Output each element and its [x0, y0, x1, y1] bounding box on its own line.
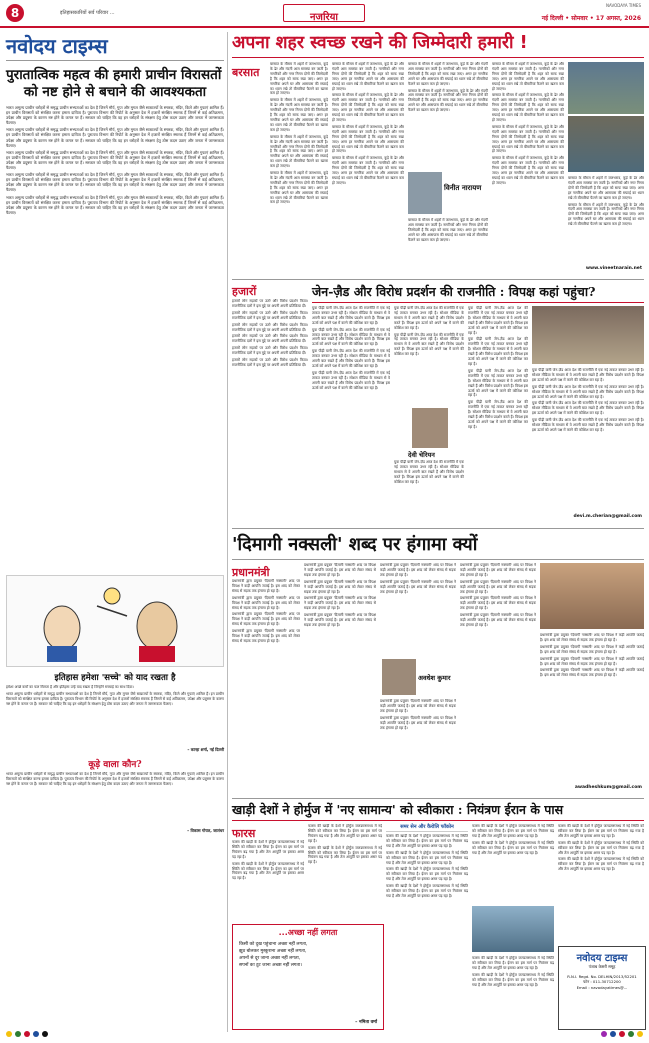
gulf-para-10: फारस की खाड़ी के देशों ने होर्मुज जलडमरूमध्य में नई स्थिति को स्वीकार कर लिया है। ईरान का इस मार्ग पर नियंत्रण बढ़ गया है और तेल आपूर्ति पर इसका असर पड़ रहा है।	[472, 840, 554, 855]
dot	[601, 1031, 607, 1037]
dot	[24, 1031, 30, 1037]
naxali-section	[232, 533, 644, 795]
dot	[637, 1031, 643, 1037]
editorial-col-2	[332, 62, 404, 274]
genz-col-2	[394, 306, 464, 406]
editorial-para-2: बरसात के मौसम में शहरों में जलभराव, कूड़े के ढेर और गंदगी आम समस्या बन जाती है। नागरिकों और नगर निगम दोनों की जिम्मेदारी है कि शहर को साफ रखा जाए। अगर हर नागरिक अपने घर और आसपास की सफाई का ध्यान रखे तो बीमारियां फैलने का खतरा कम हो जाएगा।	[270, 98, 328, 132]
naxali-para-16: प्रधानमंत्री द्वारा प्रयुक्त 'दिमागी नक्सली' शब्द पर विपक्ष ने कड़ी आपत्ति जताई है। इस शब्द को लेकर संसद से सड़क तक हंगामा हो रहा है।	[460, 613, 536, 627]
imprint-reg: R.N.I. Regd. No. DELHIN/2013/52201	[567, 974, 637, 979]
imprint-publisher: पंजाब केसरी समूह	[588, 964, 616, 969]
poem-title: ...अच्छा नहीं लगता	[278, 928, 338, 937]
editorial-para-12: बरसात के मौसम में शहरों में जलभराव, कूड़े के ढेर और गंदगी आम समस्या बन जाती है। नागरिकों और नगर निगम दोनों की जिम्मेदारी है कि शहर को साफ रखा जाए। अगर हर नागरिक अपने घर और आसपास की सफाई का ध्यान रखे तो बीमारियां फैलने का खतरा कम हो जाएगा।	[492, 62, 564, 91]
page-header	[0, 0, 649, 30]
hazaron-section	[232, 284, 308, 524]
naxali-col-2	[304, 563, 376, 793]
section-title: नजरिया	[309, 12, 339, 23]
editorial-kicker: बरसात	[232, 66, 260, 79]
page-number: 8	[10, 6, 20, 20]
left-byline-2: – विकास गोयल, जालंधर	[187, 828, 224, 833]
editorial-para-17: बरसात के मौसम में शहरों में जलभराव, कूड़े के ढेर और गंदगी आम समस्या बन जाती है। नागरिकों और नगर निगम दोनों की जिम्मेदारी है कि शहर को साफ रखा जाए। अगर हर नागरिक अपने घर और आसपास की सफाई का ध्यान रखे तो बीमारियां फैलने का खतरा कम हो जाएगा।	[568, 202, 644, 227]
brand-logo	[6, 32, 224, 61]
left-sub-head-2: कूड़े वाला कौन?	[88, 760, 142, 770]
hazaron-para-1: हजारों लोग सड़कों पर उतरे और विरोध प्रदर्शन किया। राजनीतिक दलों ने इस मुद्दे पर अपनी अपनी प्रतिक्रिया दी।	[232, 299, 308, 308]
naxali-email[interactable]: awadheshkum@gmail.com	[574, 785, 642, 790]
naxali-para-12: प्रधानमंत्री द्वारा प्रयुक्त 'दिमागी नक्सली' शब्द पर विपक्ष ने कड़ी आपत्ति जताई है। इस शब्द को लेकर संसद से सड़क तक हंगामा हो रहा है।	[380, 715, 456, 730]
gulf-photo	[472, 906, 554, 952]
naxali-para-13: प्रधानमंत्री द्वारा प्रयुक्त 'दिमागी नक्सली' शब्द पर विपक्ष ने कड़ी आपत्ति जताई है। इस शब्द को लेकर संसद से सड़क तक हंगामा हो रहा है।	[460, 563, 536, 577]
naxali-para-15: प्रधानमंत्री द्वारा प्रयुक्त 'दिमागी नक्सली' शब्द पर विपक्ष ने कड़ी आपत्ति जताई है। इस शब्द को लेकर संसद से सड़क तक हंगामा हो रहा है।	[460, 596, 536, 611]
naxali-para-20: प्रधानमंत्री द्वारा प्रयुक्त 'दिमागी नक्सली' शब्द पर विपक्ष ने कड़ी आपत्ति जताई है। इस शब्द को लेकर संसद से सड़क तक हंगामा हो रहा है।	[540, 668, 644, 678]
poem-box	[232, 924, 384, 1030]
gulf-col-2	[308, 824, 382, 920]
print-registration-dots-right	[601, 1031, 643, 1039]
editorial-author: विनीत नारायण	[444, 184, 482, 192]
genz-para-5: युवा पीढ़ी यानी जेन-ज़ैड आज देश की राजनीति में एक नई ताकत बनकर उभर रही है। सोशल मीडिया के माध्यम से वे अपनी बात रखते हैं और विरोध प्रदर्शन करते हैं। विपक्ष इस ऊर्जा को अपने पक्ष में करने की कोशिश कर रहा है।	[394, 306, 464, 330]
gulf-para-8: फारस की खाड़ी के देशों ने होर्मुज जलडमरूमध्य में नई स्थिति को स्वीकार कर लिया है। ईरान का इस मार्ग पर नियंत्रण बढ़ गया है और तेल आपूर्ति पर इसका असर पड़ रहा है।	[386, 884, 468, 898]
left-byline-1: – कान्हा शर्मा, नई दिल्ली	[187, 747, 224, 752]
editorial-para-4: बरसात के मौसम में शहरों में जलभराव, कूड़े के ढेर और गंदगी आम समस्या बन जाती है। नागरिकों और नगर निगम दोनों की जिम्मेदारी है कि शहर को साफ रखा जाए। अगर हर नागरिक अपने घर और आसपास की सफाई का ध्यान रखे तो बीमारियां फैलने का खतरा कम हो जाएगा।	[270, 171, 328, 205]
gulf-col-5	[558, 824, 644, 942]
naxali-para-7: प्रधानमंत्री द्वारा प्रयुक्त 'दिमागी नक्सली' शब्द पर विपक्ष ने कड़ी आपत्ति जताई है। इस शब्द को लेकर संसद से सड़क तक हंगामा हो रहा है।	[304, 596, 376, 611]
genz-para-15: युवा पीढ़ी यानी जेन-ज़ैड आज देश की राजनीति में एक नई ताकत बनकर उभर रही है। सोशल मीडिया के माध्यम से वे अपनी बात रखते हैं और विरोध प्रदर्शन करते हैं। विपक्ष इस ऊर्जा को अपने पक्ष में करने की कोशिश कर रहा है।	[532, 418, 644, 432]
left-body-para-3: भारत अमूल्य प्राचीन धरोहरों से समृद्ध प्राचीन सभ्यताओं का देश है जिनमें मौर्य, गुप्त और मुगल जैसे साम्राज्यों के स्मारक, मंदिर, किले और गुफाएं शामिल हैं। इन प्राचीन विरासतों को संरक्षित करना हमारा दायित्व है। पुरातत्व विभाग की रिपोर्ट के अनुसार देश में हजारों संरक्षित स्मारक हैं जिनमें से कई अतिक्रमण, उपेक्षा और प्रदूषण के कारण नष्ट होने के कगार पर हैं। सरकार को चाहिए कि वह इन धरोहरों के संरक्षण हेतु ठोस कदम उठाए और जनता में जागरूकता फैलाए।	[6, 149, 224, 171]
editorial-photo-1	[568, 62, 644, 114]
left-body-para-2: भारत अमूल्य प्राचीन धरोहरों से समृद्ध प्राचीन सभ्यताओं का देश है जिनमें मौर्य, गुप्त और मुगल जैसे साम्राज्यों के स्मारक, मंदिर, किले और गुफाएं शामिल हैं। इन प्राचीन विरासतों को संरक्षित करना हमारा दायित्व है। पुरातत्व विभाग की रिपोर्ट के अनुसार देश में हजारों संरक्षित स्मारक हैं जिनमें से कई अतिक्रमण, उपेक्षा और प्रदूषण के कारण नष्ट होने के कगार पर हैं। सरकार को चाहिए कि वह इन धरोहरों के संरक्षण हेतु ठोस कदम उठाए और जनता में जागरूकता फैलाए।	[6, 127, 224, 148]
editorial-para-6: बरसात के मौसम में शहरों में जलभराव, कूड़े के ढेर और गंदगी आम समस्या बन जाती है। नागरिकों और नगर निगम दोनों की जिम्मेदारी है कि शहर को साफ रखा जाए। अगर हर नागरिक अपने घर और आसपास की सफाई का ध्यान रखे तो बीमारियां फैलने का खतरा कम हो जाएगा।	[332, 93, 404, 122]
editorial-para-15: बरसात के मौसम में शहरों में जलभराव, कूड़े के ढेर और गंदगी आम समस्या बन जाती है। नागरिकों और नगर निगम दोनों की जिम्मेदारी है कि शहर को साफ रखा जाए। अगर हर नागरिक अपने घर और आसपास की सफाई का ध्यान रखे तो बीमारियां फैलने का खतरा कम हो जाएगा।	[492, 156, 564, 185]
left-headline-2: को नष्ट होने से बचाने की आवश्यकता	[23, 84, 207, 100]
genz-col-4	[532, 368, 644, 512]
gulf-para-6: फारस की खाड़ी के देशों ने होर्मुज जलडमरूमध्य में नई स्थिति को स्वीकार कर लिया है। ईरान का इस मार्ग पर नियंत्रण बढ़ गया है और तेल आपूर्ति पर इसका असर पड़ रहा है।	[386, 850, 468, 865]
section-title-box	[283, 4, 365, 22]
genz-section	[312, 284, 644, 524]
genz-email[interactable]: devi.m.cherian@gmail.com	[573, 514, 642, 519]
editorial-para-9: बरसात के मौसम में शहरों में जलभराव, कूड़े के ढेर और गंदगी आम समस्या बन जाती है। नागरिकों और नगर निगम दोनों की जिम्मेदारी है कि शहर को साफ रखा जाए। अगर हर नागरिक अपने घर और आसपास की सफाई का ध्यान रखे तो बीमारियां फैलने का खतरा कम हो जाएगा।	[408, 62, 488, 86]
gulf-section	[232, 802, 644, 1032]
hazaron-para-4: हजारों लोग सड़कों पर उतरे और विरोध प्रदर्शन किया। राजनीतिक दलों ने इस मुद्दे पर अपनी अपनी प्रतिक्रिया दी।	[232, 334, 308, 344]
editorial-para-10: बरसात के मौसम में शहरों में जलभराव, कूड़े के ढेर और गंदगी आम समस्या बन जाती है। नागरिकों और नगर निगम दोनों की जिम्मेदारी है कि शहर को साफ रखा जाए। अगर हर नागरिक अपने घर और आसपास की सफाई का ध्यान रखे तो बीमारियां फैलने का खतरा कम हो जाएगा।	[408, 88, 488, 113]
genz-para-2: युवा पीढ़ी यानी जेन-ज़ैड आज देश की राजनीति में एक नई ताकत बनकर उभर रही है। सोशल मीडिया के माध्यम से वे अपनी बात रखते हैं और विरोध प्रदर्शन करते हैं। विपक्ष इस ऊर्जा को अपने पक्ष में करने की कोशिश कर रहा है।	[312, 327, 390, 347]
editorial-website[interactable]: www.vineetnarain.net	[585, 266, 642, 271]
gulf-headline: खाड़ी देशों ने होर्मुज में 'नए सामान्य' को स्वीकारा : नियंत्रण ईरान के पास	[232, 802, 644, 821]
gulf-col-4b	[472, 956, 554, 1028]
editorial-para-11: बरसात के मौसम में शहरों में जलभराव, कूड़े के ढेर और गंदगी आम समस्या बन जाती है। नागरिकों और नगर निगम दोनों की जिम्मेदारी है कि शहर को साफ रखा जाए। अगर हर नागरिक अपने घर और आसपास की सफाई का ध्यान रखे तो बीमारियां फैलने का खतरा कम हो जाएगा।	[408, 218, 488, 242]
poem-poet: – नमिता वर्मा	[355, 1020, 377, 1025]
dot	[628, 1031, 634, 1037]
page-number-badge	[6, 4, 24, 22]
naxali-photo	[540, 563, 644, 629]
genz-para-12: युवा पीढ़ी यानी जेन-ज़ैड आज देश की राजनीति में एक नई ताकत बनकर उभर रही है। सोशल मीडिया के माध्यम से वे अपनी बात रखते हैं और विरोध प्रदर्शन करते हैं। विपक्ष इस ऊर्जा को अपने पक्ष में करने की कोशिश कर रहा है।	[532, 368, 644, 382]
left-body-text	[6, 105, 224, 575]
naxali-col-3	[380, 563, 456, 657]
genz-para-1: युवा पीढ़ी यानी जेन-ज़ैड आज देश की राजनीति में एक नई ताकत बनकर उभर रही है। सोशल मीडिया के माध्यम से वे अपनी बात रखते हैं और विरोध प्रदर्शन करते हैं। विपक्ष इस ऊर्जा को अपने पक्ष में करने की कोशिश कर रहा है।	[312, 306, 390, 325]
gulf-para-15: फारस की खाड़ी के देशों ने होर्मुज जलडमरूमध्य में नई स्थिति को स्वीकार कर लिया है। ईरान का इस मार्ग पर नियंत्रण बढ़ गया है और तेल आपूर्ति पर इसका असर पड़ रहा है।	[558, 857, 644, 872]
gulf-col-3	[386, 834, 468, 1028]
gulf-para-9: फारस की खाड़ी के देशों ने होर्मुज जलडमरूमध्य में नई स्थिति को स्वीकार कर लिया है। ईरान का इस मार्ग पर नियंत्रण बढ़ गया है और तेल आपूर्ति पर इसका असर पड़ रहा है।	[472, 824, 554, 838]
editorial-col-3b	[408, 218, 488, 274]
dot	[6, 1031, 12, 1037]
genz-col-2b	[394, 460, 464, 522]
naxali-para-8: प्रधानमंत्री द्वारा प्रयुक्त 'दिमागी नक्सली' शब्द पर विपक्ष ने कड़ी आपत्ति जताई है। इस शब्द को लेकर संसद से सड़क तक हंगामा हो रहा है।	[304, 613, 376, 627]
editorial-section	[232, 32, 644, 277]
genz-author: देवी चेरियन	[408, 451, 435, 459]
dot	[619, 1031, 625, 1037]
poem-lines	[233, 938, 383, 972]
naxali-author-photo	[382, 659, 416, 695]
genz-para-8: युवा पीढ़ी यानी जेन-ज़ैड आज देश की राजनीति में एक नई ताकत बनकर उभर रही है। सोशल मीडिया के माध्यम से वे अपनी बात रखते हैं और विरोध प्रदर्शन करते हैं। विपक्ष इस ऊर्जा को अपने पक्ष में करने की कोशिश कर रहा है।	[468, 306, 528, 335]
author-photo	[408, 172, 442, 214]
naxali-para-1: प्रधानमंत्री द्वारा प्रयुक्त 'दिमागी नक्सली' शब्द पर विपक्ष ने कड़ी आपत्ति जताई है। इस शब्द को लेकर संसद से सड़क तक हंगामा हो रहा है।	[232, 579, 300, 593]
editorial-photo-2	[568, 116, 644, 172]
brand-name: नवोदय टाइम्स	[6, 34, 108, 58]
genz-para-13: युवा पीढ़ी यानी जेन-ज़ैड आज देश की राजनीति में एक नई ताकत बनकर उभर रही है। सोशल मीडिया के माध्यम से वे अपनी बात रखते हैं और विरोध प्रदर्शन करते हैं। विपक्ष इस ऊर्जा को अपने पक्ष में करने की कोशिश कर रहा है।	[532, 384, 644, 399]
genz-headline: जेन-ज़ैड और विरोध प्रदर्शन की राजनीति : विपक्ष कहां पहुंचा?	[312, 284, 644, 303]
poem-line-2: झूठ बोलकर मुस्कुराना अच्छा नहीं लगता,	[239, 949, 307, 954]
gulf-author: समर सेन और कैरोलि फॉकोन	[386, 824, 468, 832]
gulf-para-7: फारस की खाड़ी के देशों ने होर्मुज जलडमरूमध्य में नई स्थिति को स्वीकार कर लिया है। ईरान का इस मार्ग पर नियंत्रण बढ़ गया है और तेल आपूर्ति पर इसका असर पड़ रहा है।	[386, 867, 468, 882]
editorial-para-13: बरसात के मौसम में शहरों में जलभराव, कूड़े के ढेर और गंदगी आम समस्या बन जाती है। नागरिकों और नगर निगम दोनों की जिम्मेदारी है कि शहर को साफ रखा जाए। अगर हर नागरिक अपने घर और आसपास की सफाई का ध्यान रखे तो बीमारियां फैलने का खतरा कम हो जाएगा।	[492, 93, 564, 122]
hazaron-para-6: हजारों लोग सड़कों पर उतरे और विरोध प्रदर्शन किया। राजनीतिक दलों ने इस मुद्दे पर अपनी अपनी प्रतिक्रिया दी।	[232, 358, 308, 367]
gulf-para-12: फारस की खाड़ी के देशों ने होर्मुज जलडमरूमध्य में नई स्थिति को स्वीकार कर लिया है। ईरान का इस मार्ग पर नियंत्रण बढ़ गया है और तेल आपूर्ति पर इसका असर पड़ रहा है।	[472, 972, 554, 987]
imprint-box	[558, 946, 646, 1030]
left-sub-para: हमेशा अच्छे कर्मों का फल मिलता है और इतिहास उन्हें याद रखता है जिन्होंने सच्चाई का साथ दिया।	[6, 685, 134, 689]
naxali-col-1	[232, 579, 300, 793]
left-sub-body	[6, 685, 224, 747]
hazaron-para-2: हजारों लोग सड़कों पर उतरे और विरोध प्रदर्शन किया। राजनीतिक दलों ने इस मुद्दे पर अपनी अपनी प्रतिक्रिया दी।	[232, 310, 308, 320]
editorial-col-5	[568, 176, 644, 266]
cartoon-drawing	[7, 576, 223, 664]
gulf-para-13: फारस की खाड़ी के देशों ने होर्मुज जलडमरूमध्य में नई स्थिति को स्वीकार कर लिया है। ईरान का इस मार्ग पर नियंत्रण बढ़ गया है और तेल आपूर्ति पर इसका असर पड़ रहा है।	[558, 824, 644, 838]
naxali-kicker: प्रधानमंत्री	[232, 566, 270, 579]
genz-para-4: युवा पीढ़ी यानी जेन-ज़ैड आज देश की राजनीति में एक नई ताकत बनकर उभर रही है। सोशल मीडिया के माध्यम से वे अपनी बात रखते हैं और विरोध प्रदर्शन करते हैं। विपक्ष इस ऊर्जा को अपने पक्ष में करने की कोशिश कर रहा है।	[312, 370, 390, 390]
hazaron-body	[232, 299, 308, 521]
naxali-para-17: प्रधानमंत्री द्वारा प्रयुक्त 'दिमागी नक्सली' शब्द पर विपक्ष ने कड़ी आपत्ति जताई है। इस शब्द को लेकर संसद से सड़क तक हंगामा हो रहा है।	[540, 633, 644, 642]
genz-photo	[532, 306, 644, 364]
editorial-col-4	[492, 62, 564, 274]
imprint-email[interactable]: Email : navodayatimes@...	[576, 985, 628, 990]
genz-col-3	[468, 306, 528, 522]
genz-para-6: युवा पीढ़ी यानी जेन-ज़ैड आज देश की राजनीति में एक नई ताकत बनकर उभर रही है। सोशल मीडिया के माध्यम से वे अपनी बात रखते हैं और विरोध प्रदर्शन करते हैं। विपक्ष इस ऊर्जा को अपने पक्ष में करने की कोशिश कर रहा है।	[394, 332, 464, 357]
left-sub-head: इतिहास हमेशा 'सच्चे' को याद रखता है	[54, 673, 176, 683]
naxali-para-5: प्रधानमंत्री द्वारा प्रयुक्त 'दिमागी नक्सली' शब्द पर विपक्ष ने कड़ी आपत्ति जताई है। इस शब्द को लेकर संसद से सड़क तक हंगामा हो रहा है।	[304, 563, 376, 577]
left-sub-para-2: भारत अमूल्य प्राचीन धरोहरों से समृद्ध प्राचीन सभ्यताओं का देश है जिनमें मौर्य, गुप्त और मुगल जैसे साम्राज्यों के स्मारक, मंदिर, किले और गुफाएं शामिल हैं। इन प्राचीन विरासतों को संरक्षित करना हमारा दायित्व है। पुरातत्व विभाग की रिपोर्ट के अनुसार देश में हजारों संरक्षित स्मारक हैं जिनमें से कई अतिक्रमण, उपेक्षा और प्रदूषण के कारण नष्ट होने के कगार पर हैं। सरकार को चाहिए कि वह इन धरोहरों के संरक्षण हेतु ठोस कदम उठाए और जनता में जागरूकता फैलाए।	[6, 691, 224, 706]
genz-para-7: युवा पीढ़ी यानी जेन-ज़ैड आज देश की राजनीति में एक नई ताकत बनकर उभर रही है। सोशल मीडिया के माध्यम से वे अपनी बात रखते हैं और विरोध प्रदर्शन करते हैं। विपक्ष इस ऊर्जा को अपने पक्ष में करने की कोशिश कर रहा है।	[394, 460, 464, 484]
naxali-para-18: प्रधानमंत्री द्वारा प्रयुक्त 'दिमागी नक्सली' शब्द पर विपक्ष ने कड़ी आपत्ति जताई है। इस शब्द को लेकर संसद से सड़क तक हंगामा हो रहा है।	[540, 644, 644, 654]
print-registration-dots-left	[6, 1031, 48, 1039]
left-body-para-4: भारत अमूल्य प्राचीन धरोहरों से समृद्ध प्राचीन सभ्यताओं का देश है जिनमें मौर्य, गुप्त और मुगल जैसे साम्राज्यों के स्मारक, मंदिर, किले और गुफाएं शामिल हैं। इन प्राचीन विरासतों को संरक्षित करना हमारा दायित्व है। पुरातत्व विभाग की रिपोर्ट के अनुसार देश में हजारों संरक्षित स्मारक हैं जिनमें से कई अतिक्रमण, उपेक्षा और प्रदूषण के कारण नष्ट होने के कगार पर हैं। सरकार को चाहिए कि वह इन धरोहरों के संरक्षण हेतु ठोस कदम उठाए और जनता में जागरूकता फैलाए।	[6, 172, 224, 193]
naxali-headline: 'दिमागी नक्सली' शब्द पर हंगामा क्यों	[232, 533, 644, 560]
header-tagline: इतिहासकारियों सर्व परिवार ...	[60, 10, 115, 16]
gulf-para-14: फारस की खाड़ी के देशों ने होर्मुज जलडमरूमध्य में नई स्थिति को स्वीकार कर लिया है। ईरान का इस मार्ग पर नियंत्रण बढ़ गया है और तेल आपूर्ति पर इसका असर पड़ रहा है।	[558, 840, 644, 855]
editorial-para-14: बरसात के मौसम में शहरों में जलभराव, कूड़े के ढेर और गंदगी आम समस्या बन जाती है। नागरिकों और नगर निगम दोनों की जिम्मेदारी है कि शहर को साफ रखा जाए। अगर हर नागरिक अपने घर और आसपास की सफाई का ध्यान रखे तो बीमारियां फैलने का खतरा कम हो जाएगा।	[492, 124, 564, 154]
naxali-para-14: प्रधानमंत्री द्वारा प्रयुक्त 'दिमागी नक्सली' शब्द पर विपक्ष ने कड़ी आपत्ति जताई है। इस शब्द को लेकर संसद से सड़क तक हंगामा हो रहा है।	[460, 579, 536, 594]
genz-col-1	[312, 306, 390, 522]
naxali-author: अवधेश कुमार	[418, 674, 451, 682]
editorial-headline: अपना शहर स्वच्छ रखने की जिम्मेदारी हमारी !	[232, 32, 644, 58]
editorial-para-8: बरसात के मौसम में शहरों में जलभराव, कूड़े के ढेर और गंदगी आम समस्या बन जाती है। नागरिकों और नगर निगम दोनों की जिम्मेदारी है कि शहर को साफ रखा जाए। अगर हर नागरिक अपने घर और आसपास की सफाई का ध्यान रखे तो बीमारियां फैलने का खतरा कम हो जाएगा।	[332, 156, 404, 185]
naxali-para-19: प्रधानमंत्री द्वारा प्रयुक्त 'दिमागी नक्सली' शब्द पर विपक्ष ने कड़ी आपत्ति जताई है। इस शब्द को लेकर संसद से सड़क तक हंगामा हो रहा है।	[540, 656, 644, 666]
dot	[33, 1031, 39, 1037]
left-sub-para-3: भारत अमूल्य प्राचीन धरोहरों से समृद्ध प्राचीन सभ्यताओं का देश है जिनमें मौर्य, गुप्त और मुगल जैसे साम्राज्यों के स्मारक, मंदिर, किले और गुफाएं शामिल हैं। इन प्राचीन विरासतों को संरक्षित करना हमारा दायित्व है। पुरातत्व विभाग की रिपोर्ट के अनुसार देश में हजारों संरक्षित स्मारक हैं जिनमें से कई अतिक्रमण, उपेक्षा और प्रदूषण के कारण नष्ट होने के कगार पर हैं। सरकार को चाहिए कि वह इन धरोहरों के संरक्षण हेतु ठोस कदम उठाए और जनता में जागरूकता फैलाए।	[6, 772, 224, 786]
genz-para-9: युवा पीढ़ी यानी जेन-ज़ैड आज देश की राजनीति में एक नई ताकत बनकर उभर रही है। सोशल मीडिया के माध्यम से वे अपनी बात रखते हैं और विरोध प्रदर्शन करते हैं। विपक्ष इस ऊर्जा को अपने पक्ष में करने की कोशिश कर रहा है।	[468, 337, 528, 366]
dot	[15, 1031, 21, 1037]
genz-author-photo	[412, 408, 448, 448]
dot	[42, 1031, 48, 1037]
left-column	[6, 32, 224, 1032]
gulf-col-4	[472, 824, 554, 904]
left-headline-1: पुरातात्विक महत्व की हमारी प्राचीन विरासतों	[6, 67, 222, 83]
naxali-para-4: प्रधानमंत्री द्वारा प्रयुक्त 'दिमागी नक्सली' शब्द पर विपक्ष ने कड़ी आपत्ति जताई है। इस शब्द को लेकर संसद से सड़क तक हंगामा हो रहा है।	[232, 629, 300, 643]
gulf-para-5: फारस की खाड़ी के देशों ने होर्मुज जलडमरूमध्य में नई स्थिति को स्वीकार कर लिया है। ईरान का इस मार्ग पर नियंत्रण बढ़ गया है और तेल आपूर्ति पर इसका असर पड़ रहा है।	[386, 834, 468, 848]
imprint-phone: फोन : 011-30712200	[583, 979, 621, 984]
dateline: नई दिल्ली • सोमवार • 17 अगस्त, 2026	[541, 15, 641, 22]
gulf-kicker: फारस	[232, 827, 256, 840]
hazaron-para-3: हजारों लोग सड़कों पर उतरे और विरोध प्रदर्शन किया। राजनीतिक दलों ने इस मुद्दे पर अपनी अपनी प्रतिक्रिया दी।	[232, 322, 308, 332]
gulf-para-3: फारस की खाड़ी के देशों ने होर्मुज जलडमरूमध्य में नई स्थिति को स्वीकार कर लिया है। ईरान का इस मार्ग पर नियंत्रण बढ़ गया है और तेल आपूर्ति पर इसका असर पड़ रहा है।	[308, 824, 382, 843]
gulf-para-4: फारस की खाड़ी के देशों ने होर्मुज जलडमरूमध्य में नई स्थिति को स्वीकार कर लिया है। ईरान का इस मार्ग पर नियंत्रण बढ़ गया है और तेल आपूर्ति पर इसका असर पड़ रहा है।	[308, 845, 382, 865]
cartoon-illustration	[6, 575, 224, 667]
naxali-para-3: प्रधानमंत्री द्वारा प्रयुक्त 'दिमागी नक्सली' शब्द पर विपक्ष ने कड़ी आपत्ति जताई है। इस शब्द को लेकर संसद से सड़क तक हंगामा हो रहा है।	[232, 612, 300, 627]
naxali-col-3b	[380, 699, 456, 793]
naxali-para-10: प्रधानमंत्री द्वारा प्रयुक्त 'दिमागी नक्सली' शब्द पर विपक्ष ने कड़ी आपत्ति जताई है। इस शब्द को लेकर संसद से सड़क तक हंगामा हो रहा है।	[380, 579, 456, 594]
masthead-small: NAVODAYA TIMES	[605, 3, 641, 8]
left-body-para: भारत अमूल्य प्राचीन धरोहरों से समृद्ध प्राचीन सभ्यताओं का देश है जिनमें मौर्य, गुप्त और मुगल जैसे साम्राज्यों के स्मारक, मंदिर, किले और गुफाएं शामिल हैं। इन प्राचीन विरासतों को संरक्षित करना हमारा दायित्व है। पुरातत्व विभाग की रिपोर्ट के अनुसार देश में हजारों संरक्षित स्मारक हैं जिनमें से कई अतिक्रमण, उपेक्षा और प्रदूषण के कारण नष्ट होने के कगार पर हैं। सरकार को चाहिए कि वह इन धरोहरों के संरक्षण हेतु ठोस कदम उठाए और जनता में जागरूकता फैलाए।	[6, 105, 224, 126]
naxali-col-4	[460, 563, 536, 793]
genz-para-3: युवा पीढ़ी यानी जेन-ज़ैड आज देश की राजनीति में एक नई ताकत बनकर उभर रही है। सोशल मीडिया के माध्यम से वे अपनी बात रखते हैं और विरोध प्रदर्शन करते हैं। विपक्ष इस ऊर्जा को अपने पक्ष में करने की कोशिश कर रहा है।	[312, 349, 390, 368]
naxali-para-11: प्रधानमंत्री द्वारा प्रयुक्त 'दिमागी नक्सली' शब्द पर विपक्ष ने कड़ी आपत्ति जताई है। इस शब्द को लेकर संसद से सड़क तक हंगामा हो रहा है।	[380, 699, 456, 713]
naxali-col-5	[540, 633, 644, 783]
poem-line-1: किसी को दुख पहुंचाना अच्छा नहीं लगता,	[239, 942, 308, 947]
poem-line-3: अपनों से दूर जाना अच्छा नहीं लगता,	[239, 956, 301, 961]
naxali-para-2: प्रधानमंत्री द्वारा प्रयुक्त 'दिमागी नक्सली' शब्द पर विपक्ष ने कड़ी आपत्ति जताई है। इस शब्द को लेकर संसद से सड़क तक हंगामा हो रहा है।	[232, 595, 300, 610]
editorial-para-1: बरसात के मौसम में शहरों में जलभराव, कूड़े के ढेर और गंदगी आम समस्या बन जाती है। नागरिकों और नगर निगम दोनों की जिम्मेदारी है कि शहर को साफ रखा जाए। अगर हर नागरिक अपने घर और आसपास की सफाई का ध्यान रखे तो बीमारियां फैलने का खतरा कम हो जाएगा।	[270, 62, 328, 96]
gulf-para-11: फारस की खाड़ी के देशों ने होर्मुज जलडमरूमध्य में नई स्थिति को स्वीकार कर लिया है। ईरान का इस मार्ग पर नियंत्रण बढ़ गया है और तेल आपूर्ति पर इसका असर पड़ रहा है।	[472, 956, 554, 970]
editorial-para-7: बरसात के मौसम में शहरों में जलभराव, कूड़े के ढेर और गंदगी आम समस्या बन जाती है। नागरिकों और नगर निगम दोनों की जिम्मेदारी है कि शहर को साफ रखा जाए। अगर हर नागरिक अपने घर और आसपास की सफाई का ध्यान रखे तो बीमारियां फैलने का खतरा कम हो जाएगा।	[332, 124, 404, 154]
naxali-para-6: प्रधानमंत्री द्वारा प्रयुक्त 'दिमागी नक्सली' शब्द पर विपक्ष ने कड़ी आपत्ति जताई है। इस शब्द को लेकर संसद से सड़क तक हंगामा हो रहा है।	[304, 579, 376, 594]
gulf-para-1: फारस की खाड़ी के देशों ने होर्मुज जलडमरूमध्य में नई स्थिति को स्वीकार कर लिया है। ईरान का इस मार्ग पर नियंत्रण बढ़ गया है और तेल आपूर्ति पर इसका असर पड़ रहा है।	[232, 840, 304, 859]
editorial-col-3	[408, 62, 488, 172]
left-body-para-5: भारत अमूल्य प्राचीन धरोहरों से समृद्ध प्राचीन सभ्यताओं का देश है जिनमें मौर्य, गुप्त और मुगल जैसे साम्राज्यों के स्मारक, मंदिर, किले और गुफाएं शामिल हैं। इन प्राचीन विरासतों को संरक्षित करना हमारा दायित्व है। पुरातत्व विभाग की रिपोर्ट के अनुसार देश में हजारों संरक्षित स्मारक हैं जिनमें से कई अतिक्रमण, उपेक्षा और प्रदूषण के कारण नष्ट होने के कगार पर हैं। सरकार को चाहिए कि वह इन धरोहरों के संरक्षण हेतु ठोस कदम उठाए और जनता में जागरूकता फैलाए।	[6, 194, 224, 215]
editorial-para-3: बरसात के मौसम में शहरों में जलभराव, कूड़े के ढेर और गंदगी आम समस्या बन जाती है। नागरिकों और नगर निगम दोनों की जिम्मेदारी है कि शहर को साफ रखा जाए। अगर हर नागरिक अपने घर और आसपास की सफाई का ध्यान रखे तो बीमारियां फैलने का खतरा कम हो जाएगा।	[270, 134, 328, 169]
editorial-para-5: बरसात के मौसम में शहरों में जलभराव, कूड़े के ढेर और गंदगी आम समस्या बन जाती है। नागरिकों और नगर निगम दोनों की जिम्मेदारी है कि शहर को साफ रखा जाए। अगर हर नागरिक अपने घर और आसपास की सफाई का ध्यान रखे तो बीमारियां फैलने का खतरा कम हो जाएगा।	[332, 62, 404, 91]
genz-para-11: युवा पीढ़ी यानी जेन-ज़ैड आज देश की राजनीति में एक नई ताकत बनकर उभर रही है। सोशल मीडिया के माध्यम से वे अपनी बात रखते हैं और विरोध प्रदर्शन करते हैं। विपक्ष इस ऊर्जा को अपने पक्ष में करने की कोशिश कर रहा है।	[468, 400, 528, 429]
genz-para-14: युवा पीढ़ी यानी जेन-ज़ैड आज देश की राजनीति में एक नई ताकत बनकर उभर रही है। सोशल मीडिया के माध्यम से वे अपनी बात रखते हैं और विरोध प्रदर्शन करते हैं। विपक्ष इस ऊर्जा को अपने पक्ष में करने की कोशिश कर रहा है।	[532, 401, 644, 416]
editorial-col-1	[270, 62, 328, 274]
gulf-col-1	[232, 840, 304, 920]
naxali-para-9: प्रधानमंत्री द्वारा प्रयुक्त 'दिमागी नक्सली' शब्द पर विपक्ष ने कड़ी आपत्ति जताई है। इस शब्द को लेकर संसद से सड़क तक हंगामा हो रहा है।	[380, 563, 456, 577]
poem-line-4: सपनों का टूट जाना अच्छा नहीं लगता।	[239, 963, 302, 968]
editorial-para-16: बरसात के मौसम में शहरों में जलभराव, कूड़े के ढेर और गंदगी आम समस्या बन जाती है। नागरिकों और नगर निगम दोनों की जिम्मेदारी है कि शहर को साफ रखा जाए। अगर हर नागरिक अपने घर और आसपास की सफाई का ध्यान रखे तो बीमारियां फैलने का खतरा कम हो जाएगा।	[568, 176, 644, 200]
hazaron-kicker: हजारों	[232, 285, 257, 298]
gulf-para-2: फारस की खाड़ी के देशों ने होर्मुज जलडमरूमध्य में नई स्थिति को स्वीकार कर लिया है। ईरान का इस मार्ग पर नियंत्रण बढ़ गया है और तेल आपूर्ति पर इसका असर पड़ रहा है।	[232, 861, 304, 881]
genz-para-10: युवा पीढ़ी यानी जेन-ज़ैड आज देश की राजनीति में एक नई ताकत बनकर उभर रही है। सोशल मीडिया के माध्यम से वे अपनी बात रखते हैं और विरोध प्रदर्शन करते हैं। विपक्ष इस ऊर्जा को अपने पक्ष में करने की कोशिश कर रहा है।	[468, 368, 528, 398]
imprint-brand: नवोदय टाइम्स	[576, 953, 628, 964]
dot	[610, 1031, 616, 1037]
left-sub-body-2	[6, 772, 224, 828]
hazaron-para-5: हजारों लोग सड़कों पर उतरे और विरोध प्रदर्शन किया। राजनीतिक दलों ने इस मुद्दे पर अपनी अपनी प्रतिक्रिया दी।	[232, 346, 308, 356]
